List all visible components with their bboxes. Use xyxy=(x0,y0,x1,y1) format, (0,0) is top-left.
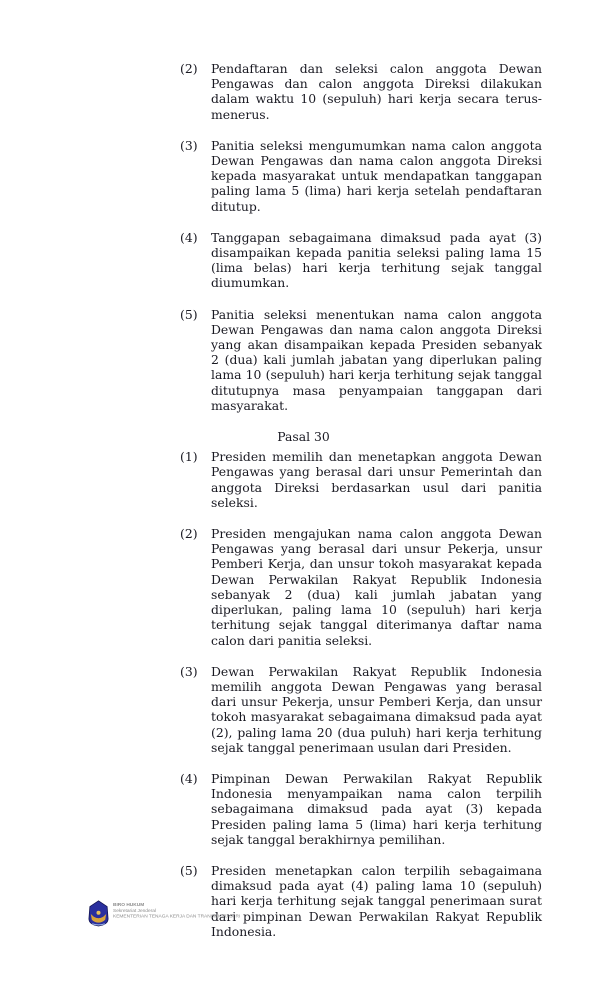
ministry-caption-line3: KEMENTERIAN TENAGA KERJA DAN TRANSMIGRASI RI xyxy=(113,914,241,919)
clause-text: Presiden memilih dan menetapkan anggota Dewan Pengawas yang berasal dari unsur Pemerintah dan anggota Direksi berdasarkan usul dari panitia seleksi. xyxy=(211,449,542,510)
clause-item xyxy=(180,230,542,291)
clause-number: (3) xyxy=(180,137,198,153)
ministry-caption-line1: BIRO HUKUM xyxy=(113,903,145,908)
clause-text: Presiden mengajukan nama calon anggota Dewan Pengawas yang berasal dari unsur Pekerja, unsur Pemberi Kerja, dan unsur tokoh masyarakat kepada Dewan Perwakilan Rakyat Republik Indonesia sebanyak 2 (dua) kali jumlah jabatan yang diperlukan, paling lama 10 (sepuluh) hari kerja terhitung sejak tanggal diterimanya daftar nama calon dari panitia seleksi. xyxy=(211,526,542,648)
clause-text: Pendaftaran dan seleksi calon anggota Dewan Pengawas dan calon anggota Direksi dilakukan dalam waktu 10 (sepuluh) hari kerja secara terus-menerus. xyxy=(211,61,542,122)
clause-number: (4) xyxy=(180,770,198,786)
clause-item xyxy=(180,307,542,413)
document-body xyxy=(180,61,542,955)
clause-number: (1) xyxy=(180,449,198,465)
clause-item xyxy=(180,449,542,510)
ministry-logo-icon xyxy=(87,900,110,927)
footer-logo-block xyxy=(87,900,272,927)
clause-item xyxy=(180,526,542,648)
clause-text: Panitia seleksi menentukan nama calon anggota Dewan Pengawas dan nama calon anggota Direksi yang akan disampaikan kepada Presiden sebanyak 2 (dua) kali jumlah jabatan yang diperlukan paling lama 10 (sepuluh) hari kerja terhitung sejak tanggal ditutupnya masa penyampaian tanggapan dari masyarakat. xyxy=(211,306,542,413)
section-heading: Pasal 30 xyxy=(277,429,330,445)
clause-text: Panitia seleksi mengumumkan nama calon anggota Dewan Pengawas dan nama calon anggota Direksi kepada masyarakat untuk mendapatkan tanggapan paling lama 5 (lima) hari kerja setelah pendaftaran ditutup. xyxy=(211,137,542,214)
clause-text: Presiden menetapkan calon terpilih sebagaimana dimaksud pada ayat (4) paling lama 10 (sepuluh) hari kerja terhitung sejak tanggal penerimaan surat dari pimpinan Dewan Perwakilan Rakyat Republik Indonesia. xyxy=(211,862,542,939)
clause-item xyxy=(180,664,542,755)
clause-item xyxy=(180,61,542,122)
clause-text: Tanggapan sebagaimana dimaksud pada ayat (3) disampaikan kepada panitia seleksi paling lama 15 (lima belas) hari kerja terhitung sejak tanggal diumumkan. xyxy=(211,229,542,291)
clause-number: (4) xyxy=(180,229,198,245)
clause-text: Dewan Perwakilan Rakyat Republik Indonesia memilih anggota Dewan Pengawas yang berasal dari unsur Pekerja, unsur Pemberi Kerja, dan unsur tokoh masyarakat sebagaimana dimaksud pada ayat (2), paling lama 20 (dua puluh) hari kerja terhitung sejak tanggal penerimaan usulan dari Presiden. xyxy=(211,663,542,755)
clause-number: (5) xyxy=(180,862,198,878)
clause-item xyxy=(180,771,542,847)
clause-text: Pimpinan Dewan Perwakilan Rakyat Republik Indonesia menyampaikan nama calon terpilih sebagaimana dimaksud pada ayat (3) kepada Presiden paling lama 5 (lima) hari kerja terhitung sejak tanggal berakhirnya pemilihan. xyxy=(211,770,542,847)
clause-item xyxy=(180,138,542,214)
ministry-caption-line2: Sekretariat Jenderal xyxy=(113,908,156,914)
clause-number: (2) xyxy=(180,61,198,76)
ministry-caption xyxy=(113,903,240,920)
clause-number: (5) xyxy=(180,306,198,322)
clause-number: (3) xyxy=(180,663,198,679)
clause-number: (2) xyxy=(180,526,198,542)
